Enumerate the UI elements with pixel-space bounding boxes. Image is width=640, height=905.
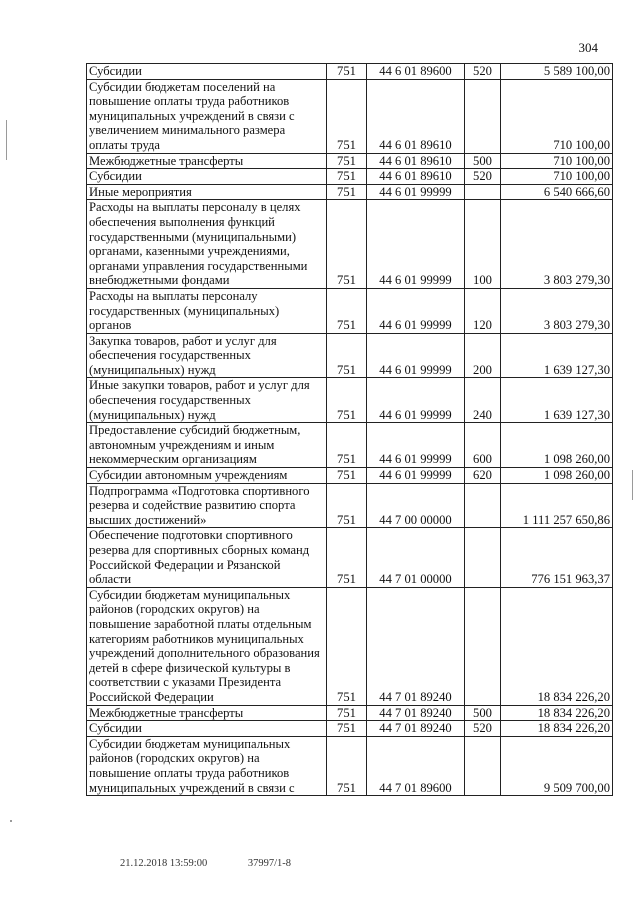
- cell-ved: 751: [327, 184, 367, 200]
- table-row: [87, 200, 613, 289]
- cell-vr: [465, 483, 501, 528]
- cell-name: Межбюджетные трансферты: [87, 705, 327, 721]
- cell-ved: 751: [327, 528, 367, 587]
- cell-ved: 751: [327, 721, 367, 737]
- table-row: [87, 587, 613, 705]
- cell-vr: 620: [465, 468, 501, 484]
- cell-kcsr: 44 6 01 89610: [367, 153, 465, 169]
- scan-speck: [6, 120, 7, 160]
- cell-name: Субсидии: [87, 64, 327, 80]
- cell-kcsr: 44 7 01 89240: [367, 705, 465, 721]
- cell-vr: [465, 79, 501, 153]
- cell-ved: 751: [327, 378, 367, 423]
- cell-vr: [465, 587, 501, 705]
- cell-name: Субсидии бюджетам поселений на повышение оплаты труда работников муниципальных учреждений в связи с увеличением минимального размера оплаты труда: [87, 79, 327, 153]
- cell-sum: 1 098 260,00: [501, 423, 613, 468]
- cell-kcsr: 44 7 01 89600: [367, 736, 465, 795]
- cell-kcsr: 44 7 01 00000: [367, 528, 465, 587]
- table-row: [87, 423, 613, 468]
- table-row: [87, 79, 613, 153]
- table-row: [87, 736, 613, 795]
- cell-kcsr: 44 6 01 99999: [367, 288, 465, 333]
- cell-name: Межбюджетные трансферты: [87, 153, 327, 169]
- cell-name: Иные мероприятия: [87, 184, 327, 200]
- cell-kcsr: 44 6 01 89610: [367, 79, 465, 153]
- cell-name: Предоставление субсидий бюджетным, автономным учреждениям и иным некоммерческим организациям: [87, 423, 327, 468]
- cell-kcsr: 44 6 01 89600: [367, 64, 465, 80]
- cell-vr: 520: [465, 169, 501, 185]
- cell-vr: 520: [465, 64, 501, 80]
- footer-timestamp: 21.12.2018 13:59:00: [120, 858, 208, 869]
- cell-sum: 710 100,00: [501, 79, 613, 153]
- scan-speck: [632, 470, 633, 500]
- cell-name: Субсидии: [87, 721, 327, 737]
- cell-vr: [465, 184, 501, 200]
- cell-name: Иные закупки товаров, работ и услуг для обеспечения государственных (муниципальных) нужд: [87, 378, 327, 423]
- table-row: [87, 288, 613, 333]
- scan-speck: [10, 820, 12, 822]
- cell-kcsr: 44 6 01 99999: [367, 423, 465, 468]
- cell-vr: 100: [465, 200, 501, 289]
- cell-name: Субсидии бюджетам муниципальных районов (городских округов) на повышение оплаты труда работников муниципальных учреждений в связи с: [87, 736, 327, 795]
- table-row: [87, 705, 613, 721]
- cell-sum: 6 540 666,60: [501, 184, 613, 200]
- table-row: [87, 153, 613, 169]
- cell-ved: 751: [327, 587, 367, 705]
- cell-vr: 520: [465, 721, 501, 737]
- cell-kcsr: 44 7 00 00000: [367, 483, 465, 528]
- cell-name: Субсидии бюджетам муниципальных районов (городских округов) на повышение заработной платы отдельным категориям работников муниципальных учреждений дополнительного образования детей в сфере физической культуры в соответствии с указами Президента Российской Федерации: [87, 587, 327, 705]
- table-row: [87, 64, 613, 80]
- cell-vr: 500: [465, 705, 501, 721]
- cell-vr: [465, 528, 501, 587]
- table-row: [87, 483, 613, 528]
- cell-kcsr: 44 6 01 99999: [367, 184, 465, 200]
- table-row: [87, 528, 613, 587]
- footer: [120, 858, 329, 869]
- cell-sum: 1 098 260,00: [501, 468, 613, 484]
- cell-vr: 500: [465, 153, 501, 169]
- table-row: [87, 184, 613, 200]
- cell-sum: 710 100,00: [501, 169, 613, 185]
- cell-sum: 9 509 700,00: [501, 736, 613, 795]
- cell-ved: 751: [327, 333, 367, 378]
- cell-ved: 751: [327, 736, 367, 795]
- cell-vr: 120: [465, 288, 501, 333]
- cell-name: Закупка товаров, работ и услуг для обеспечения государственных (муниципальных) нужд: [87, 333, 327, 378]
- cell-sum: 1 639 127,30: [501, 378, 613, 423]
- cell-vr: 240: [465, 378, 501, 423]
- cell-kcsr: 44 7 01 89240: [367, 721, 465, 737]
- table-row: [87, 378, 613, 423]
- cell-vr: 200: [465, 333, 501, 378]
- cell-ved: 751: [327, 288, 367, 333]
- cell-ved: 751: [327, 483, 367, 528]
- cell-kcsr: 44 6 01 99999: [367, 468, 465, 484]
- cell-sum: 18 834 226,20: [501, 705, 613, 721]
- cell-vr: 600: [465, 423, 501, 468]
- table-row: [87, 468, 613, 484]
- cell-name: Расходы на выплаты персоналу государственных (муниципальных) органов: [87, 288, 327, 333]
- cell-kcsr: 44 6 01 99999: [367, 378, 465, 423]
- cell-sum: 1 639 127,30: [501, 333, 613, 378]
- cell-ved: 751: [327, 705, 367, 721]
- cell-name: Подпрограмма «Подготовка спортивного резерва и содействие развитию спорта высших достижений»: [87, 483, 327, 528]
- cell-sum: 3 803 279,30: [501, 288, 613, 333]
- footer-doc-code: 37997/1-8: [247, 858, 292, 869]
- table-row: [87, 721, 613, 737]
- budget-table: [86, 63, 613, 796]
- cell-sum: 3 803 279,30: [501, 200, 613, 289]
- cell-ved: 751: [327, 64, 367, 80]
- cell-sum: 710 100,00: [501, 153, 613, 169]
- cell-name: Обеспечение подготовки спортивного резерва для спортивных сборных команд Российской Федерации и Рязанской области: [87, 528, 327, 587]
- cell-name: Субсидии: [87, 169, 327, 185]
- cell-ved: 751: [327, 200, 367, 289]
- cell-kcsr: 44 6 01 99999: [367, 200, 465, 289]
- cell-kcsr: 44 7 01 89240: [367, 587, 465, 705]
- cell-sum: 18 834 226,20: [501, 587, 613, 705]
- cell-ved: 751: [327, 468, 367, 484]
- table-row: [87, 333, 613, 378]
- cell-name: Расходы на выплаты персоналу в целях обеспечения выполнения функций государственными (муниципальными) органами, казенными учреждениями, органами управления государственными внебюджетными фондами: [87, 200, 327, 289]
- cell-ved: 751: [327, 169, 367, 185]
- cell-ved: 751: [327, 79, 367, 153]
- cell-sum: 18 834 226,20: [501, 721, 613, 737]
- cell-sum: 5 589 100,00: [501, 64, 613, 80]
- table-row: [87, 169, 613, 185]
- cell-name: Субсидии автономным учреждениям: [87, 468, 327, 484]
- cell-kcsr: 44 6 01 99999: [367, 333, 465, 378]
- cell-ved: 751: [327, 423, 367, 468]
- cell-ved: 751: [327, 153, 367, 169]
- cell-kcsr: 44 6 01 89610: [367, 169, 465, 185]
- page-number: 304: [578, 40, 598, 55]
- cell-vr: [465, 736, 501, 795]
- cell-sum: 1 111 257 650,86: [501, 483, 613, 528]
- cell-sum: 776 151 963,37: [501, 528, 613, 587]
